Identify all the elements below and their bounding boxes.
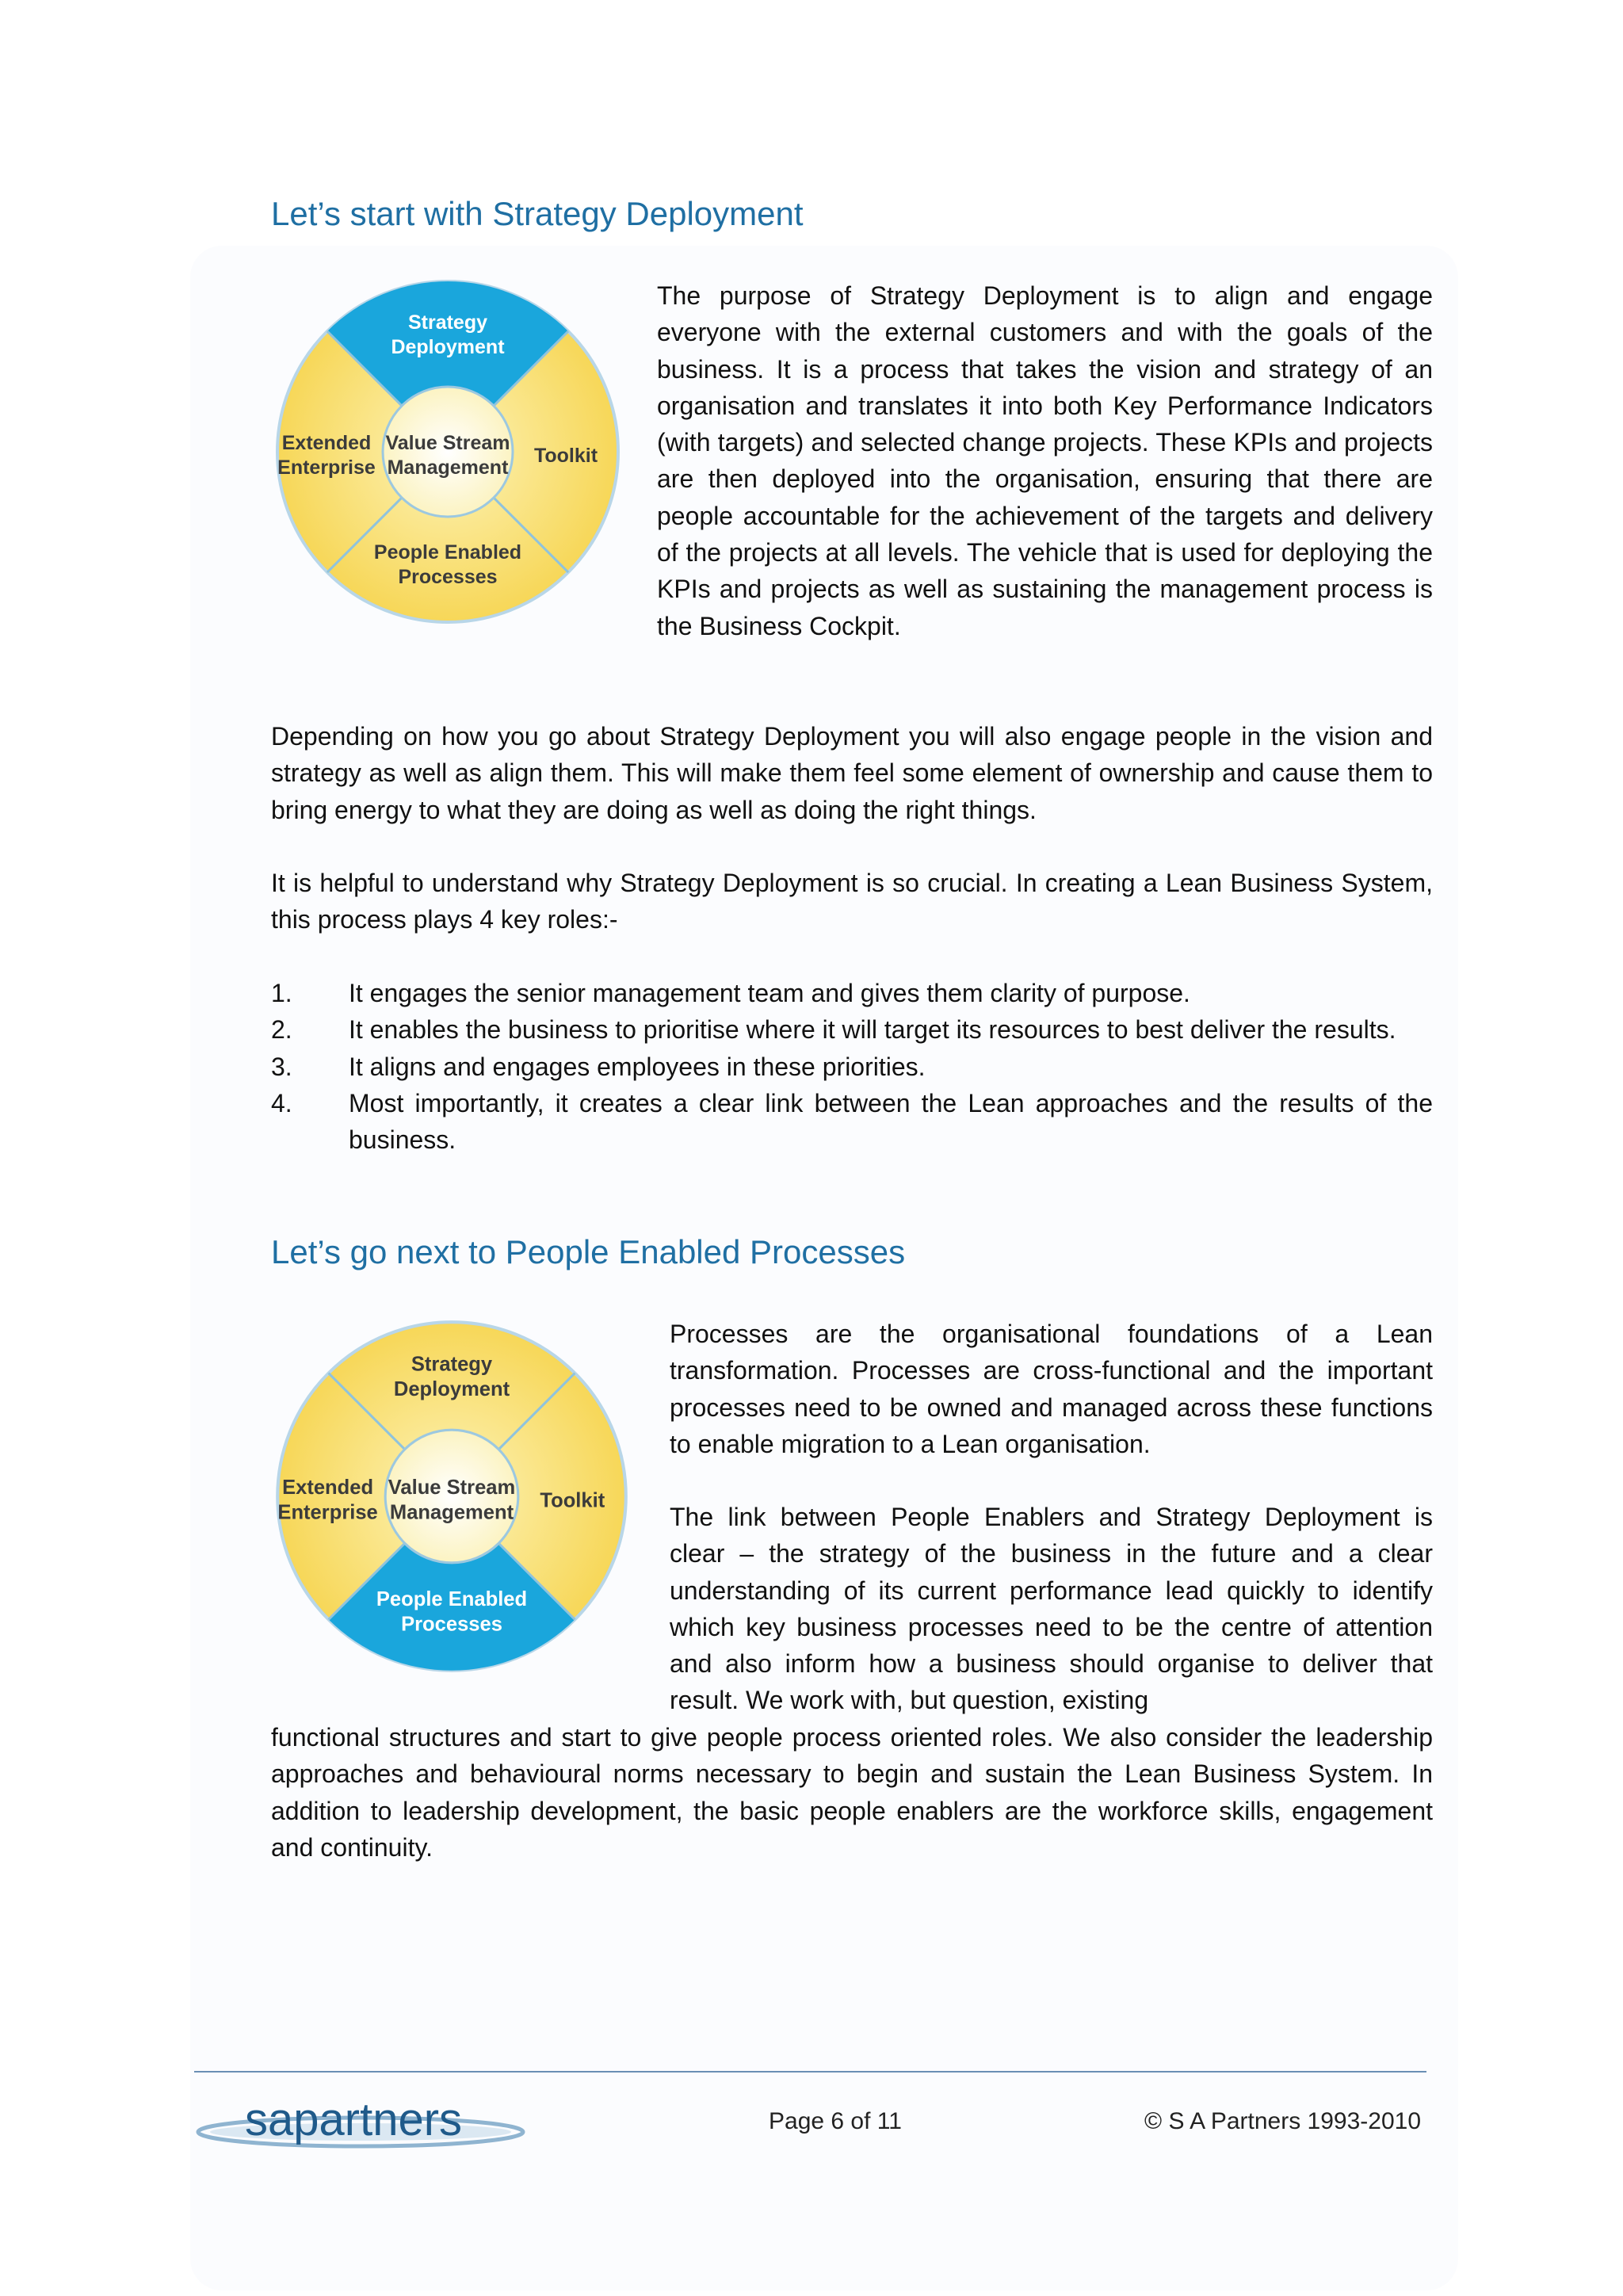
wheel-diagram-people [269,1314,634,1679]
key-role-text: It enables the business to prioritise where it will target its resources to best deliver the results. [349,1015,1396,1045]
key-role-item [271,1049,1433,1085]
heading-people-enabled-processes: Let’s go next to People Enabled Processes [271,1233,906,1270]
heading-strategy-deployment: Let’s start with Strategy Deployment [271,195,804,232]
wheel-label-deployment: Deployment [391,336,505,358]
key-role-number: 1. [271,979,292,1007]
svg-text:sapartners: sapartners [245,2094,463,2145]
wheel-label-extended: Extended [281,432,372,454]
key-role-item [271,1011,1433,1048]
wheel-diagram-strategy [269,273,626,630]
key-role-number: 4. [271,1088,292,1117]
key-role-number: 2. [271,1015,292,1045]
key-role-text: It engages the senior management team and gives them clarity of purpose. [349,979,1190,1007]
wheel-label-strategy: Strategy [411,1353,493,1376]
wheel-label-strategy: Strategy [407,311,488,334]
wheel-label-toolkit: Toolkit [533,445,598,467]
key-role-text: It aligns and engages employees in these priorities. [349,1052,926,1081]
wheel-label-people-enabled: People Enabled [373,541,522,563]
key-role-number: 3. [271,1052,292,1081]
key-role-item [271,1085,1433,1159]
people-paragraph-2-wrapped: The link between People Enablers and Strategy Deployment is clear – the strategy of the business in the future and a clear understanding of its current performance lead quickly to identify which key business processes need to be the centre of attention and also inform how a business should organise to deliver that result. We work with, but question, existing [670,1503,1433,1715]
wheel-label-processes: Processes [398,566,498,588]
wheel-label-extended: Extended [282,1476,374,1499]
wheel-label-value-stream: Value Stream [385,432,510,454]
strategy-paragraph-2: Depending on how you go about Strategy Deployment you will also engage people in the vision and strategy as well as align them. This will make them feel some element of ownership and cause them to bring energy to what they are doing as well as doing the right things. [271,722,1433,824]
people-paragraph-2-continued: functional structures and start to give people process oriented roles. We also consider the leadership approaches and behavioural norms necessary to begin and sustain the Lean Business System. In addition to leadership development, the basic people enablers are the workforce skills, engagement and continuity. [271,1723,1433,1862]
page-number: Page 6 of 11 [769,2108,902,2134]
wheel-label-management: Management [387,457,509,479]
wheel-label-value-stream: Value Stream [388,1476,516,1499]
key-roles-list [271,975,1433,1158]
key-role-text: Most importantly, it creates a clear link between the Lean approaches and the results of the business. [349,1088,1433,1155]
key-role-item [271,975,1433,1011]
wheel-label-toolkit: Toolkit [540,1489,605,1512]
wheel-label-processes: Processes [401,1613,502,1636]
people-paragraph-1: Processes are the organisational foundations of a Lean transformation. Processes are cross-functional and the important processes need to be owned and managed across these functions to enable migration to a Lean organisation. [670,1320,1433,1458]
footer-divider [194,2071,1426,2073]
strategy-paragraph-3: It is helpful to understand why Strategy Deployment is so crucial. In creating a Lean Business System, this process plays 4 key roles:- [271,869,1433,934]
sapartners-logo [194,2091,527,2154]
copyright: © S A Partners 1993-2010 [1144,2108,1421,2134]
wheel-label-enterprise: Enterprise [277,1501,378,1524]
wheel-label-management: Management [389,1501,514,1524]
wheel-label-enterprise: Enterprise [277,457,376,479]
strategy-intro-paragraph: The purpose of Strategy Deployment is to align and engage everyone with the external customers and with the goals of the business. It is a process that takes the vision and strategy of an organisation and translates it into both Key Performance Indicators (with targets) and selected change projects. These KPIs and projects are then deployed into the organisation, ensuring that there are people accountable for the achievement of the targets and delivery of the projects at all levels. The vehicle that is used for deploying the KPIs and projects as well as sustaining the management process is the Business Cockpit. [657,281,1433,640]
wheel-label-people-enabled: People Enabled [376,1588,528,1610]
wheel-label-deployment: Deployment [393,1378,510,1401]
